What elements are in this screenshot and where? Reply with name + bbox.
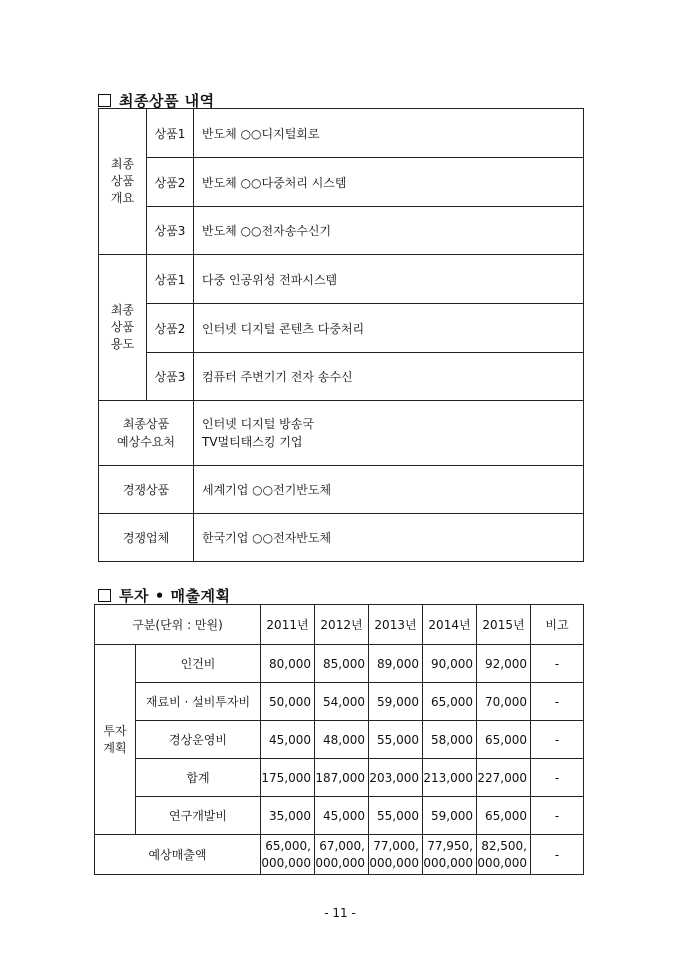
sales-value-line: 65,000, [265, 838, 311, 853]
sales-value-line: 000,000 [261, 855, 311, 870]
row-label: 인건비 [136, 645, 261, 683]
demand-label-line: 최종상품 [122, 417, 170, 431]
category-header: 구분(단위 : 만원) [95, 605, 261, 645]
competitor-company-value: 한국기업 ○○전자반도체 [194, 514, 584, 562]
demand-value-line: TV멀티태스킹 기업 [202, 435, 303, 449]
table-row [99, 255, 584, 304]
year-header: 2013년 [369, 605, 423, 645]
table-row [99, 109, 584, 158]
year-header: 2011년 [261, 605, 315, 645]
value-cell: 55,000 [369, 797, 423, 835]
page-number: - 11 - [324, 906, 356, 920]
value-cell: 85,000 [315, 645, 369, 683]
value-cell: 48,000 [315, 721, 369, 759]
table-row [99, 466, 584, 514]
product-value: 인터넷 디지털 콘텐츠 다중처리 [194, 304, 584, 353]
competitor-company-label: 경쟁업체 [99, 514, 194, 562]
invest-label-line: 투자 [103, 723, 127, 738]
group-label-line: 상품 [110, 320, 135, 334]
value-cell: 35,000 [261, 797, 315, 835]
row-label: 연구개발비 [136, 797, 261, 835]
group-label-line: 최종 [110, 303, 135, 317]
table-row [95, 683, 584, 721]
value-cell: 175,000 [261, 759, 315, 797]
sales-value-cell [369, 835, 423, 875]
group-label-line: 상품 [110, 174, 135, 188]
product-value: 다중 인공위성 전파시스템 [194, 255, 584, 304]
value-cell: 227,000 [477, 759, 531, 797]
demand-value [194, 401, 584, 466]
note-cell: - [531, 645, 584, 683]
group-label-line: 개요 [110, 191, 135, 205]
table-row [99, 353, 584, 401]
sales-value-line: 77,000, [373, 838, 419, 853]
section2-heading [98, 585, 230, 606]
product-value: 반도체 ○○디지털회로 [194, 109, 584, 158]
sales-value-cell [261, 835, 315, 875]
invest-label-line: 계획 [103, 740, 127, 755]
value-cell: 70,000 [477, 683, 531, 721]
product-label: 상품2 [147, 304, 194, 353]
value-cell: 50,000 [261, 683, 315, 721]
table-row [95, 759, 584, 797]
sales-row [95, 835, 584, 875]
table-row [99, 158, 584, 207]
sales-value-line: 82,500, [481, 838, 527, 853]
sales-value-cell [477, 835, 531, 875]
value-cell: 45,000 [261, 721, 315, 759]
overview-group-label [99, 109, 147, 255]
product-label: 상품2 [147, 158, 194, 207]
note-cell: - [531, 721, 584, 759]
product-value: 반도체 ○○전자송수신기 [194, 207, 584, 255]
year-header: 2014년 [423, 605, 477, 645]
table-row [99, 514, 584, 562]
table-row [95, 797, 584, 835]
value-cell: 92,000 [477, 645, 531, 683]
value-cell: 59,000 [369, 683, 423, 721]
note-cell: - [531, 759, 584, 797]
invest-group-label [95, 645, 136, 835]
sales-value-line: 000,000 [477, 855, 527, 870]
value-cell: 203,000 [369, 759, 423, 797]
checkbox-square-icon [98, 94, 111, 107]
value-cell: 89,000 [369, 645, 423, 683]
note-cell: - [531, 835, 584, 875]
note-header: 비고 [531, 605, 584, 645]
value-cell: 187,000 [315, 759, 369, 797]
competitor-product-label: 경쟁상품 [99, 466, 194, 514]
value-cell: 58,000 [423, 721, 477, 759]
sales-value-line: 67,000, [319, 838, 365, 853]
note-cell: - [531, 683, 584, 721]
row-label: 합계 [136, 759, 261, 797]
value-cell: 54,000 [315, 683, 369, 721]
group-label-line: 최종 [110, 157, 135, 171]
value-cell: 45,000 [315, 797, 369, 835]
value-cell: 65,000 [477, 721, 531, 759]
table-row [99, 207, 584, 255]
sales-value-line: 000,000 [369, 855, 419, 870]
demand-label [99, 401, 194, 466]
year-header: 2012년 [315, 605, 369, 645]
row-label: 경상운영비 [136, 721, 261, 759]
investment-sales-table [94, 604, 584, 875]
table-row [99, 401, 584, 466]
value-cell: 65,000 [423, 683, 477, 721]
sales-value-line: 77,950, [427, 838, 473, 853]
demand-value-line: 인터넷 디지털 방송국 [202, 417, 314, 431]
final-product-table [98, 108, 584, 562]
group-label-line: 용도 [110, 337, 135, 351]
sales-value-line: 000,000 [315, 855, 365, 870]
value-cell: 65,000 [477, 797, 531, 835]
product-value: 반도체 ○○다중처리 시스템 [194, 158, 584, 207]
row-label: 재료비 · 설비투자비 [136, 683, 261, 721]
demand-label-line: 예상수요처 [117, 435, 175, 449]
product-label: 상품1 [147, 255, 194, 304]
product-label: 상품3 [147, 353, 194, 401]
value-cell: 213,000 [423, 759, 477, 797]
product-label: 상품1 [147, 109, 194, 158]
usage-group-label [99, 255, 147, 401]
sales-value-cell [315, 835, 369, 875]
year-header: 2015년 [477, 605, 531, 645]
table-row [95, 645, 584, 683]
section1-title: 최종상품 내역 [119, 92, 215, 110]
header-row [95, 605, 584, 645]
value-cell: 80,000 [261, 645, 315, 683]
value-cell: 59,000 [423, 797, 477, 835]
checkbox-square-icon [98, 589, 111, 602]
value-cell: 90,000 [423, 645, 477, 683]
section2-title: 투자 • 매출계획 [119, 587, 231, 605]
table-row [95, 721, 584, 759]
sales-label: 예상매출액 [95, 835, 261, 875]
product-value: 컴퓨터 주변기기 전자 송수신 [194, 353, 584, 401]
note-cell: - [531, 797, 584, 835]
sales-value-cell [423, 835, 477, 875]
table-row [99, 304, 584, 353]
product-label: 상품3 [147, 207, 194, 255]
competitor-product-value: 세계기업 ○○전기반도체 [194, 466, 584, 514]
value-cell: 55,000 [369, 721, 423, 759]
sales-value-line: 000,000 [423, 855, 473, 870]
